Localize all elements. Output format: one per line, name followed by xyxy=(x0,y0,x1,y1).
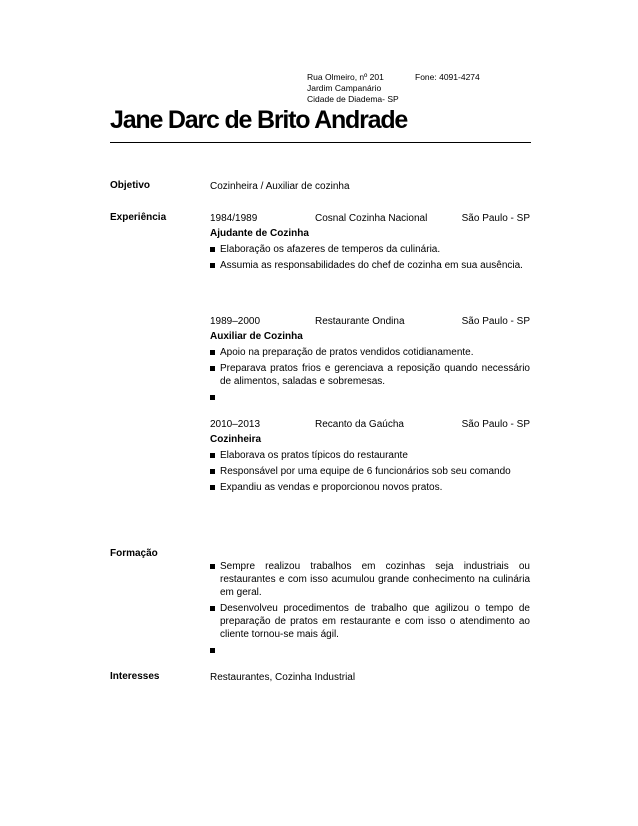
section-label-experience: Experiência xyxy=(110,212,167,223)
section-label-interests: Interesses xyxy=(110,671,160,682)
list-item xyxy=(210,481,530,494)
bullet-text: Assumia as responsabilidades do chef de cozinha em sua ausência. xyxy=(220,260,523,271)
list-item xyxy=(210,243,530,256)
list-item xyxy=(210,362,530,388)
job-years: 1984/1989 xyxy=(210,213,258,224)
job-bullets xyxy=(210,346,530,404)
job-employer: Cosnal Cozinha Nacional xyxy=(315,213,428,224)
education-content xyxy=(210,560,530,660)
job-header xyxy=(210,418,530,433)
job-entry xyxy=(210,315,530,407)
job-header xyxy=(210,315,530,330)
address-street: Rua Olmeiro, nº 201 xyxy=(307,72,384,82)
job-header xyxy=(210,212,530,227)
list-item xyxy=(210,391,530,404)
square-bullet-icon xyxy=(210,247,215,252)
square-bullet-icon xyxy=(210,485,215,490)
square-bullet-icon xyxy=(210,366,215,371)
square-bullet-icon xyxy=(210,648,215,653)
job-employer: Recanto da Gaúcha xyxy=(315,419,404,430)
bullet-text: Elaborava os pratos típicos do restaurante xyxy=(220,450,408,461)
job-years: 2010–2013 xyxy=(210,419,261,430)
header-divider xyxy=(110,142,531,143)
list-item xyxy=(210,449,530,462)
section-label-objective: Objetivo xyxy=(110,180,151,191)
square-bullet-icon xyxy=(210,263,215,268)
contact-block xyxy=(307,72,480,105)
job-title: Cozinheira xyxy=(210,434,262,445)
square-bullet-icon xyxy=(210,469,215,474)
job-years: 1989–2000 xyxy=(210,316,261,327)
square-bullet-icon xyxy=(210,395,215,400)
job-title: Ajudante de Cozinha xyxy=(210,228,309,239)
address-neighborhood: Jardim Campanário xyxy=(307,83,382,93)
job-employer: Restaurante Ondina xyxy=(315,316,405,327)
candidate-name: Jane Darc de Brito Andrade xyxy=(110,106,408,134)
job-entry xyxy=(210,212,530,275)
square-bullet-icon xyxy=(210,564,215,569)
job-location: São Paulo - SP xyxy=(461,419,530,430)
list-item xyxy=(210,259,530,272)
list-item xyxy=(210,644,530,657)
square-bullet-icon xyxy=(210,453,215,458)
list-item xyxy=(210,465,530,478)
phone-number: Fone: 4091-4274 xyxy=(415,72,480,82)
square-bullet-icon xyxy=(210,350,215,355)
job-location: São Paulo - SP xyxy=(461,316,530,327)
bullet-text: Desenvolveu procedimentos de trabalho que agilizou o tempo de preparação de pratos em restaurante e com isso o atendimento ao cliente tornou-se mais ágil. xyxy=(220,603,530,640)
job-bullets xyxy=(210,243,530,272)
list-item xyxy=(210,602,530,641)
interests-text: Restaurantes, Cozinha Industrial xyxy=(210,672,356,683)
job-entry xyxy=(210,418,530,497)
bullet-text: Expandiu as vendas e proporcionou novos pratos. xyxy=(220,482,443,493)
job-bullets xyxy=(210,449,530,494)
job-location: São Paulo - SP xyxy=(461,213,530,224)
bullet-text: Responsável por uma equipe de 6 funcionários sob seu comando xyxy=(220,466,511,477)
education-bullets xyxy=(210,560,530,657)
square-bullet-icon xyxy=(210,606,215,611)
address-city: Cidade de Diadema- SP xyxy=(307,94,399,104)
job-title: Auxiliar de Cozinha xyxy=(210,331,303,342)
objective-text: Cozinheira / Auxiliar de cozinha xyxy=(210,181,350,192)
list-item xyxy=(210,346,530,359)
bullet-text: Sempre realizou trabalhos em cozinhas seja industriais ou restaurantes e com isso acumulou grande conhecimento na culinária em geral. xyxy=(220,561,530,598)
bullet-text: Apoio na preparação de pratos vendidos cotidianamente. xyxy=(220,347,474,358)
list-item xyxy=(210,560,530,599)
section-label-education: Formação xyxy=(110,548,158,559)
bullet-text: Preparava pratos frios e gerenciava a reposição quando necessário de alimentos, saladas e sobremesas. xyxy=(220,363,530,387)
bullet-text: Elaboração os afazeres de temperos da culinária. xyxy=(220,244,441,255)
